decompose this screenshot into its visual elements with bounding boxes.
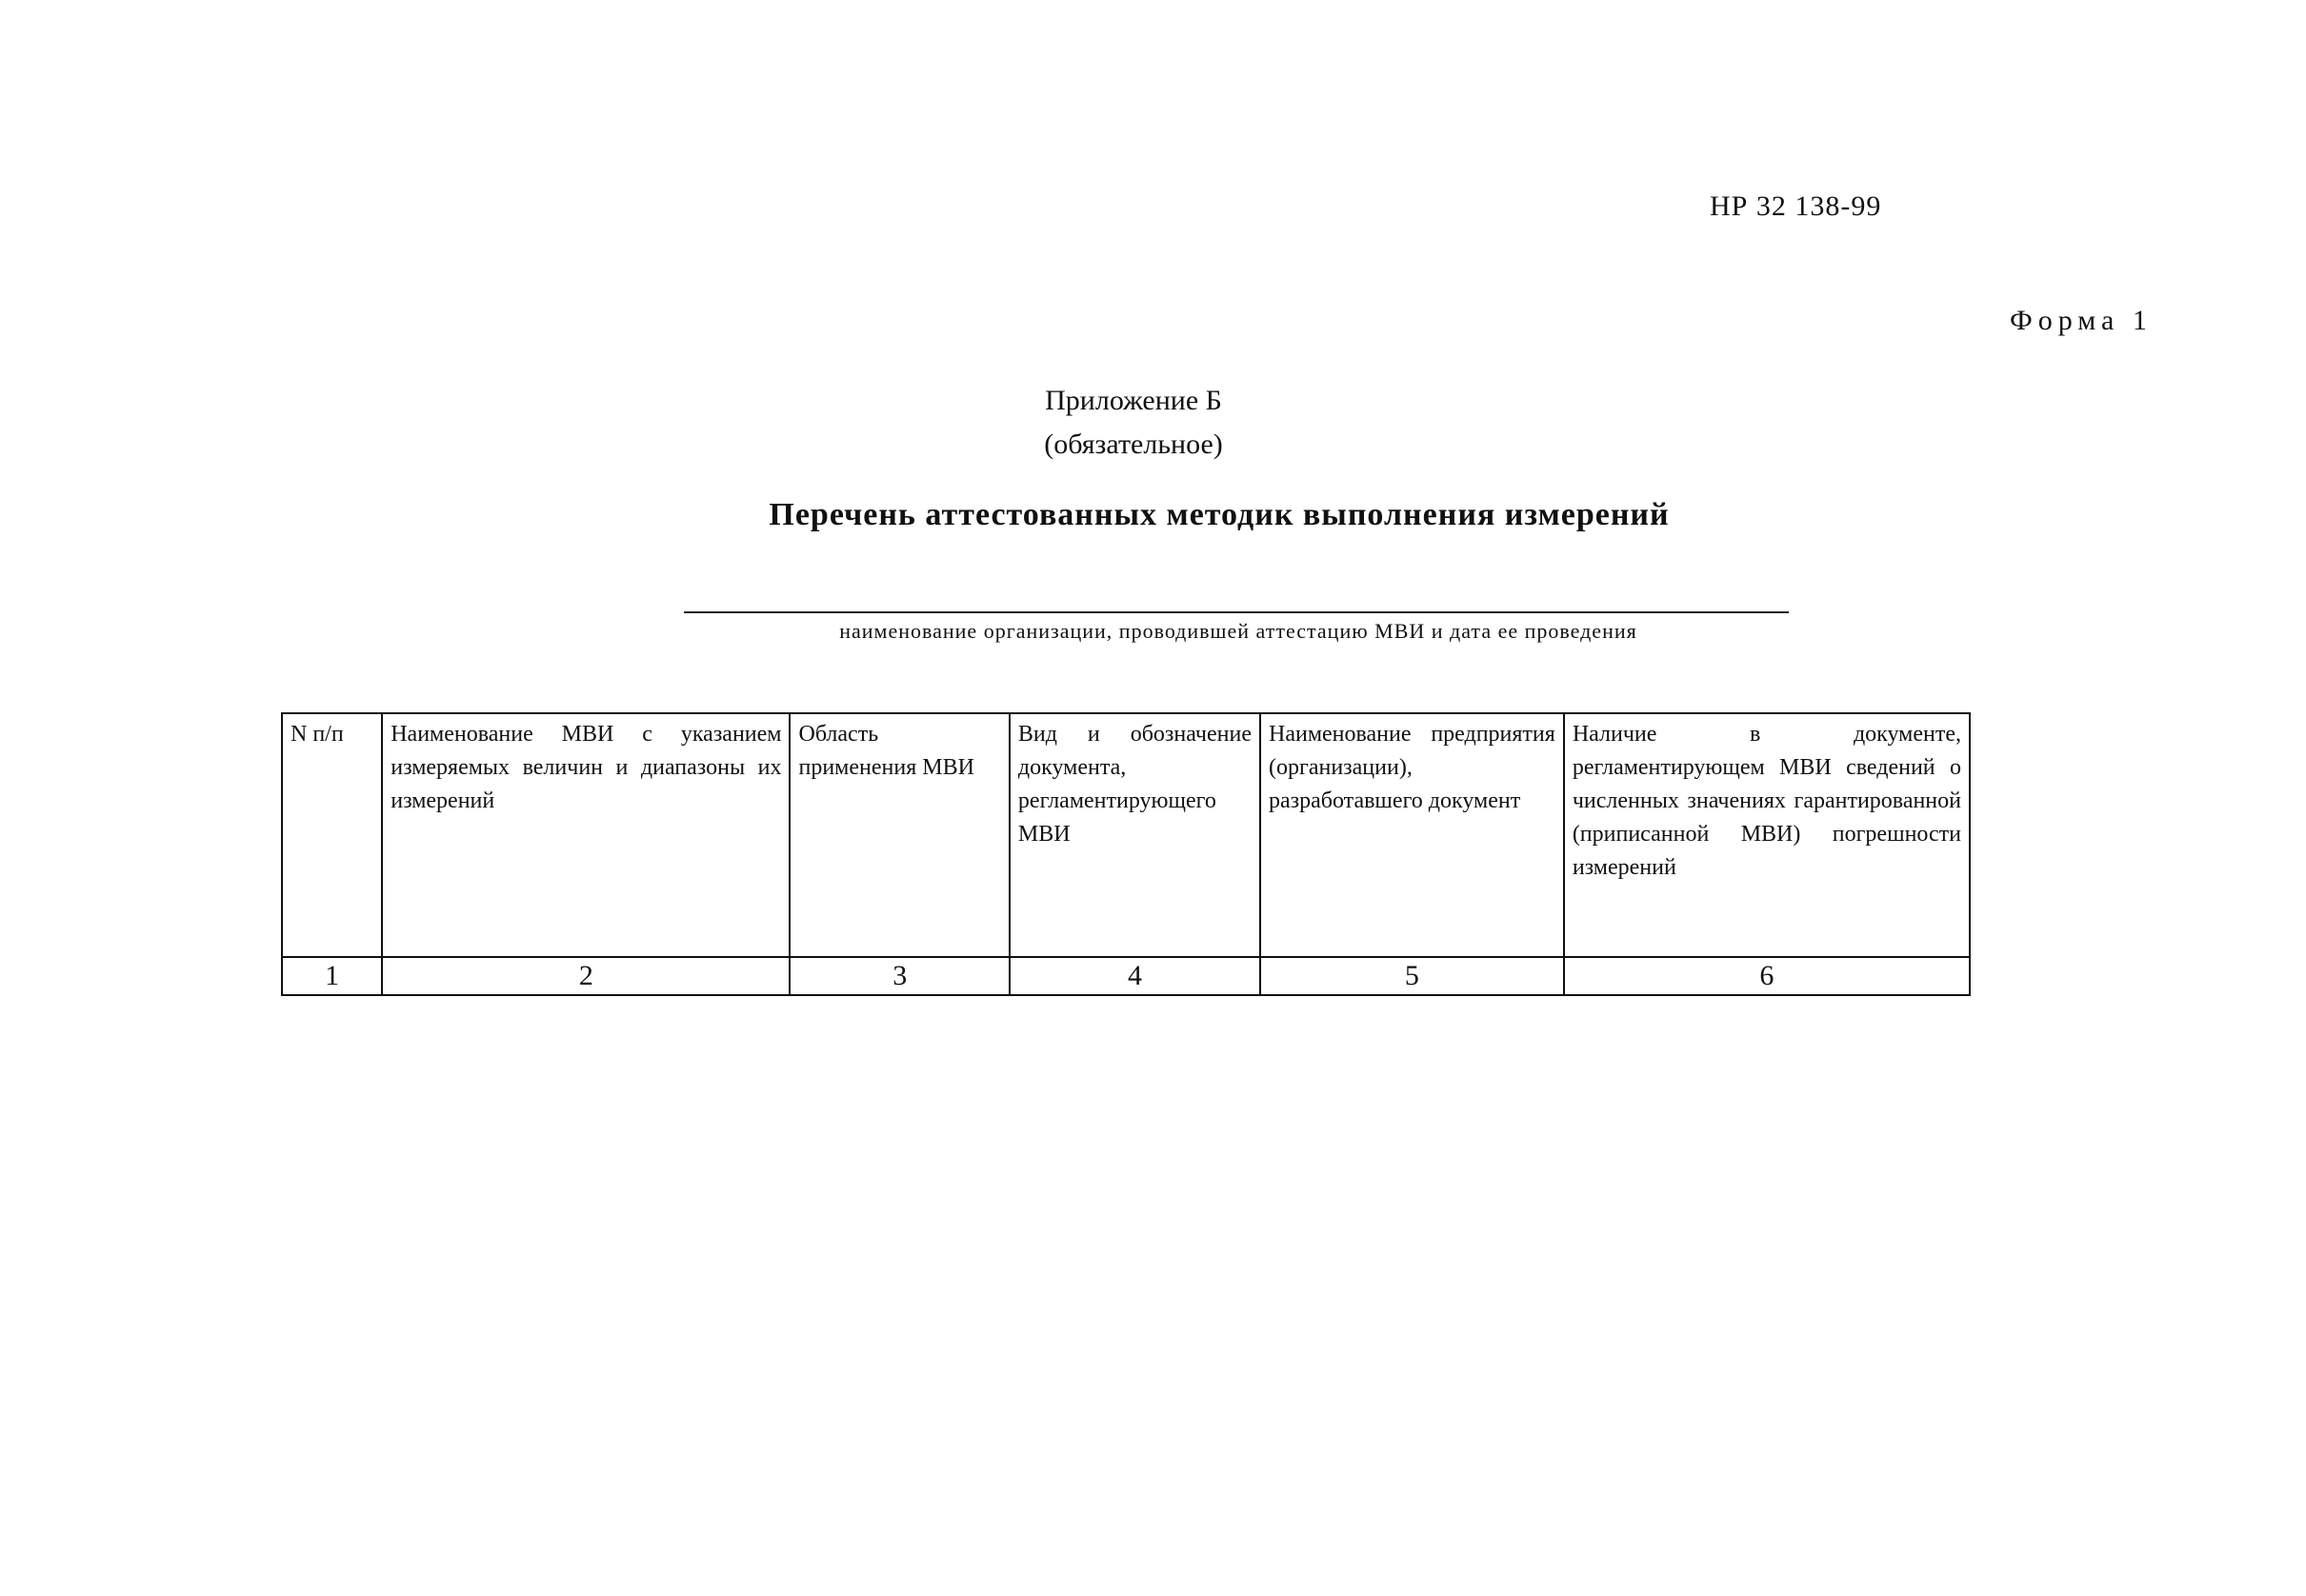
column-number: 1 — [282, 957, 382, 995]
methods-register-table — [281, 712, 1971, 996]
table-header-row — [282, 713, 1970, 957]
column-number: 4 — [1010, 957, 1260, 995]
column-number: 3 — [790, 957, 1009, 995]
column-number: 6 — [1564, 957, 1970, 995]
column-header-document-type: Вид и обозначение документа, регламентирующего МВИ — [1010, 713, 1260, 957]
organization-fill-line — [684, 611, 1789, 613]
column-header-number: N п/п — [282, 713, 382, 957]
document-code: НР 32 138-99 — [1710, 190, 1882, 222]
column-header-error-info: Наличие в документе, регламентирующем МВИ сведений о численных значениях гарантированной (приписанной МВИ) погрешности измерений — [1564, 713, 1970, 957]
table-column-number-row — [282, 957, 1970, 995]
column-header-application-area: Область применения МВИ — [790, 713, 1009, 957]
form-label: Форма 1 — [2010, 305, 2153, 336]
column-number: 2 — [382, 957, 790, 995]
appendix-heading — [991, 379, 1276, 467]
document-title: Перечень аттестованных методик выполнения измерений — [769, 497, 1670, 532]
appendix-note: (обязательное) — [1044, 429, 1223, 460]
column-header-method-name: Наименование МВИ с указанием измеряемых величин и диапазоны их измерений — [382, 713, 790, 957]
column-header-developer: Наименование предприятия (организации), разработавшего документ — [1260, 713, 1564, 957]
column-number: 5 — [1260, 957, 1564, 995]
appendix-title: Приложение Б — [1045, 385, 1222, 416]
organization-caption: наименование организации, проводившей аттестацию МВИ и дата ее проведения — [839, 619, 1637, 643]
